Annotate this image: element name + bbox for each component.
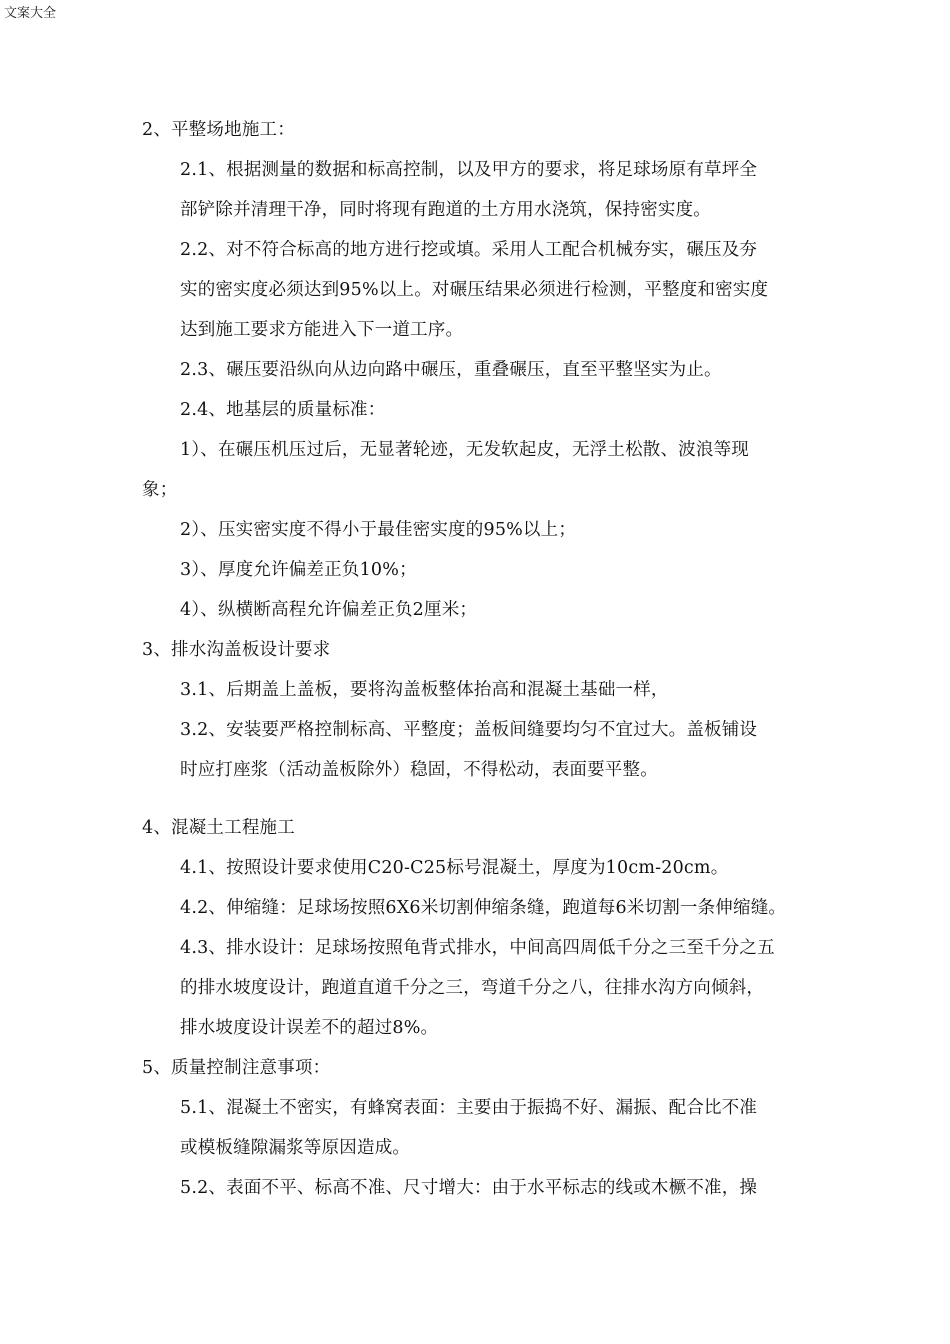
paragraph-line: 3）、厚度允许偏差正负10%；: [180, 560, 417, 580]
paragraph-line: 实的密实度必须达到95%以上。对碾压结果必须进行检测，平整度和密实度: [180, 280, 769, 300]
paragraph-line: 或模板缝隙漏浆等原因造成。: [180, 1138, 411, 1158]
heading-4: 4、混凝土工程施工: [142, 818, 295, 838]
heading-2: 2、平整场地施工：: [142, 120, 295, 140]
paragraph-line: 2.3、碾压要沿纵向从边向路中碾压，重叠碾压，直至平整坚实为止。: [180, 360, 722, 380]
paragraph-line: 4.2、伸缩缝：足球场按照6X6米切割伸缩条缝，跑道每6米切割一条伸缩缝。: [180, 898, 787, 918]
paragraph-line: 3.1、后期盖上盖板，要将沟盖板整体抬高和混凝土基础一样，: [180, 680, 669, 700]
paragraph-line: 排水坡度设计误差不的超过8%。: [180, 1018, 439, 1038]
paragraph-line: 4）、纵横断高程允许偏差正负2厘米；: [180, 600, 478, 620]
paragraph-line: 2）、压实密实度不得小于最佳密实度的95%以上；: [180, 520, 577, 540]
paragraph-line: 2.1、根据测量的数据和标高控制，以及甲方的要求，将足球场原有草坪全: [180, 160, 758, 180]
paragraph-line: 2.2、对不符合标高的地方进行挖或填。采用人工配合机械夯实，碾压及夯: [180, 240, 758, 260]
paragraph-line: 1）、在碾压机压过后，无显著轮迹，无发软起皮，无浮土松散、波浪等现: [180, 440, 749, 460]
header-corner-label: 文案大全: [4, 6, 57, 21]
heading-5: 5、质量控制注意事项：: [142, 1058, 331, 1078]
paragraph-line: 时应打座浆（活动盖板除外）稳固，不得松动，表面要平整。: [180, 760, 658, 780]
paragraph-line: 部铲除并清理干净，同时将现有跑道的土方用水浇筑，保持密实度。: [180, 200, 711, 220]
heading-3: 3、排水沟盖板设计要求: [142, 640, 331, 660]
paragraph-line: 象；: [142, 480, 178, 500]
paragraph-line: 3.2、安装要严格控制标高、平整度；盖板间缝要均匀不宜过大。盖板铺设: [180, 720, 758, 740]
paragraph-line: 5.2、表面不平、标高不准、尺寸增大：由于水平标志的线或木橛不准，操: [180, 1178, 758, 1198]
paragraph-line: 的排水坡度设计，跑道直道千分之三，弯道千分之八，往排水沟方向倾斜，: [180, 978, 765, 998]
paragraph-line: 4.1、按照设计要求使用C20-C25标号混凝土，厚度为10cm-20cm。: [180, 858, 729, 878]
paragraph-line: 4.3、排水设计：足球场按照龟背式排水，中间高四周低千分之三至千分之五: [180, 938, 775, 958]
paragraph-line: 5.1、混凝土不密实，有蜂窝表面：主要由于振捣不好、漏振、配合比不准: [180, 1098, 758, 1118]
paragraph-line: 2.4、地基层的质量标准：: [180, 400, 386, 420]
paragraph-line: 达到施工要求方能进入下一道工序。: [180, 320, 464, 340]
